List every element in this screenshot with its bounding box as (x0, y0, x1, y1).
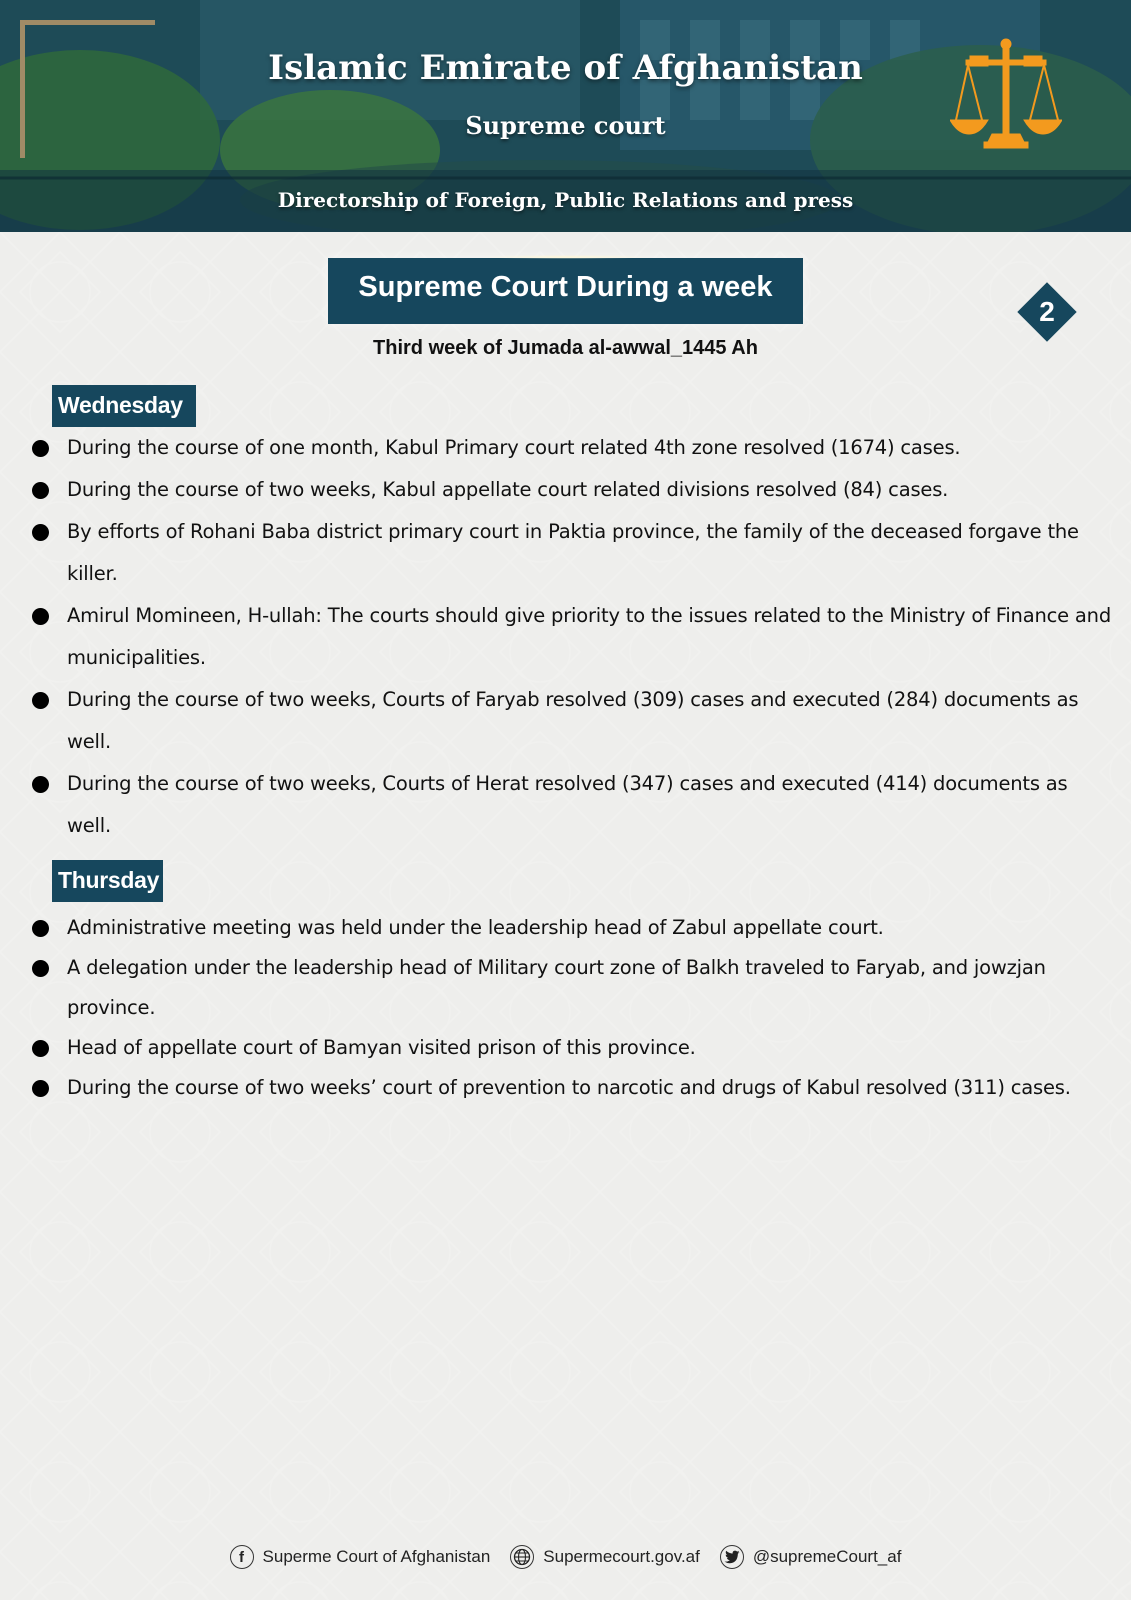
footer-twitter[interactable] (720, 1545, 902, 1569)
bullet-icon (32, 776, 49, 793)
list-item-text: Head of appellate court of Bamyan visited prison of this province. (67, 1036, 696, 1059)
day-label-thursday: Thursday (52, 860, 163, 902)
list-item-text: During the course of one month, Kabul Primary court related 4th zone resolved (1674) cases. (67, 436, 961, 459)
bullet-icon (32, 1040, 49, 1057)
thursday-list (0, 908, 1131, 1108)
header-subtitle: Supreme court (465, 111, 666, 140)
header-banner (0, 0, 1131, 232)
day-label-wednesday: Wednesday (52, 385, 196, 427)
list-item (0, 595, 1131, 679)
list-item (0, 1028, 1131, 1068)
footer-website[interactable] (510, 1545, 700, 1569)
bullet-icon (32, 482, 49, 499)
twitter-icon (720, 1545, 744, 1569)
list-item (0, 427, 1131, 469)
list-item-text: A delegation under the leadership head of Military court zone of Balkh traveled to Faryab, and jowzjan province. (67, 956, 1046, 1019)
list-item-text: Amirul Momineen, H-ullah: The courts should give priority to the issues related to the Ministry of Finance and municipalities. (67, 604, 1112, 669)
footer-twitter-label: @supremeCourt_af (752, 1547, 902, 1566)
list-item (0, 469, 1131, 511)
list-item (0, 1068, 1131, 1108)
footer-website-label: Supermecourt.gov.af (543, 1547, 700, 1566)
bullet-icon (32, 692, 49, 709)
bullet-icon (32, 920, 49, 937)
bullet-icon (32, 960, 49, 977)
list-item-text: Administrative meeting was held under the leadership head of Zabul appellate court. (67, 916, 884, 939)
list-item (0, 908, 1131, 948)
list-item-text: By efforts of Rohani Baba district primary court in Paktia province, the family of the deceased forgave the killer. (67, 520, 1079, 585)
list-item-text: During the course of two weeks, Courts of Herat resolved (347) cases and executed (414) documents as well. (67, 772, 1068, 837)
footer-contacts (0, 1542, 1131, 1572)
list-item-text: During the course of two weeks, Kabul appellate court related divisions resolved (84) cases. (67, 478, 949, 501)
header-title: Islamic Emirate of Afghanistan (268, 48, 863, 88)
bullet-icon (32, 608, 49, 625)
footer-facebook-label: Superme Court of Afghanistan (262, 1547, 491, 1566)
list-item-text: During the course of two weeks, Courts of Faryab resolved (309) cases and executed (284) documents as well. (67, 688, 1079, 753)
page-number: 2 (1039, 296, 1055, 327)
list-item (0, 511, 1131, 595)
globe-icon (510, 1545, 534, 1569)
wednesday-list (0, 427, 1131, 847)
list-item-text: During the course of two weeks’ court of prevention to narcotic and drugs of Kabul resolved (311) cases. (67, 1076, 1071, 1099)
list-item (0, 679, 1131, 763)
scales-of-justice-icon (950, 38, 1062, 153)
bullet-icon (32, 440, 49, 457)
facebook-icon: f (230, 1545, 254, 1569)
week-subtitle: Third week of Jumada al-awwal_1445 Ah (373, 337, 758, 359)
list-item (0, 948, 1131, 1028)
week-title-box: Supreme Court During a week (328, 258, 803, 324)
header-directorate: Directorship of Foreign, Public Relations and press (277, 188, 854, 212)
footer-facebook[interactable] (230, 1545, 491, 1569)
list-item (0, 763, 1131, 847)
bullet-icon (32, 1080, 49, 1097)
bullet-icon (32, 524, 49, 541)
